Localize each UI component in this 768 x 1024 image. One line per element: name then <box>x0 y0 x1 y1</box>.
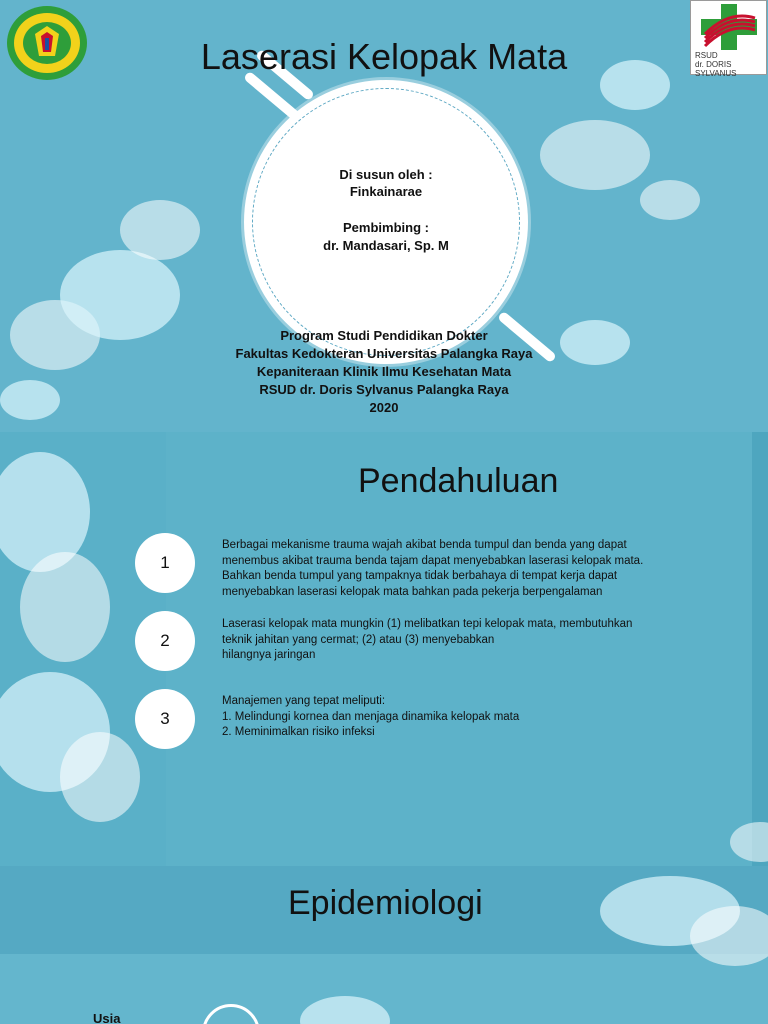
section-title: Epidemiologi <box>288 884 483 922</box>
paint-splash <box>640 180 700 220</box>
number-badge: 1 <box>135 533 195 593</box>
institution-year: 2020 <box>369 400 399 415</box>
institution-line: RSUD dr. Doris Sylvanus Palangka Raya <box>259 382 509 397</box>
slide-title: Laserasi Kelopak Mata <box>200 36 568 77</box>
epidemiology-slide <box>0 866 768 1024</box>
paint-splash <box>300 996 390 1024</box>
age-label: Usia <box>93 1011 121 1024</box>
institution-line: Fakultas Kedokteran Universitas Palangka Raya <box>235 346 533 361</box>
institution-line: Program Studi Pendidikan Dokter <box>280 328 488 343</box>
side-strip <box>752 432 768 866</box>
paint-splash <box>690 906 768 966</box>
author-name: Finkainarae <box>349 184 423 199</box>
supervisor-name: dr. Mandasari, Sp. M <box>323 238 449 253</box>
hospital-logo-line1: RSUD <box>695 51 718 60</box>
paint-splash <box>20 552 110 662</box>
paint-splash <box>120 200 200 260</box>
number-badge: 2 <box>135 611 195 671</box>
paint-splash <box>540 120 650 190</box>
section-title: Pendahuluan <box>358 462 559 500</box>
institution-line: Kepaniteraan Klinik Ilmu Kesehatan Mata <box>256 364 512 379</box>
supervisor-label: Pembimbing : <box>343 220 429 235</box>
institution-block <box>0 327 768 417</box>
number-badge: 3 <box>135 689 195 749</box>
paragraph: Berbagai mekanisme trauma wajah akibat benda tumpul dan benda yang dapat menembus akibat trauma benda tajam dapat menyebabkan laserasi kelopak mata. Bahkan benda tumpul yang tampaknya tidak berbahaya di tempat kerja dapat menyebabkan laserasi kelopak mata bahkan pada pekerja berpengalaman <box>222 539 644 598</box>
paint-splash <box>60 732 140 822</box>
hospital-logo-line2: dr. DORIS SYLVANUS <box>695 60 737 78</box>
paragraph: Manajemen yang tepat meliputi: 1. Melindungi kornea dan menjaga dinamika kelopak mata 2. Meminimalkan risiko infeksi <box>222 695 520 738</box>
introduction-slide <box>0 432 768 866</box>
title-slide <box>0 0 768 432</box>
paragraph: Laserasi kelopak mata mungkin (1) melibatkan tepi kelopak mata, membutuhkan teknik jahitan yang cermat; (2) atau (3) menyebabkan hilangnya jaringan <box>222 618 633 661</box>
ring-icon <box>202 1004 260 1024</box>
author-label: Di susun oleh : <box>339 167 433 182</box>
